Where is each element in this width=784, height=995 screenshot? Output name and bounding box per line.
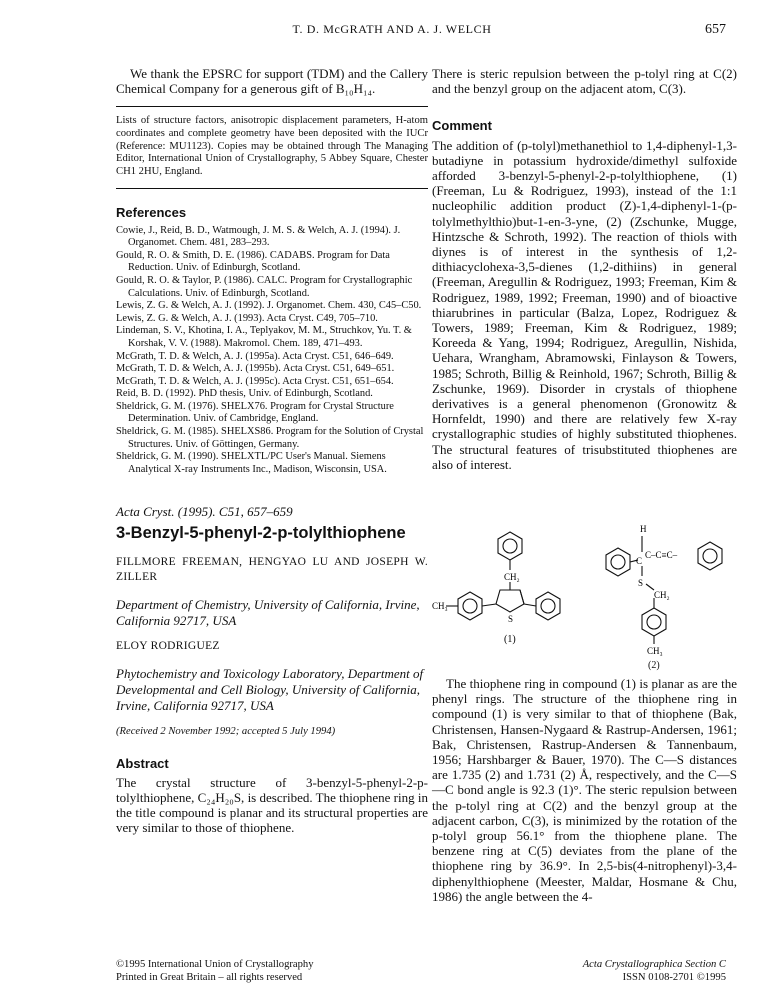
divider (116, 106, 428, 107)
compound-1-structure (446, 532, 560, 620)
reference-item: Sheldrick, G. M. (1976). SHELX76. Program for Crystal Structure Determination. Univ. of Cambridge, England. (116, 400, 394, 425)
comment-text: The addition of (p-tolyl)methanethiol to 1,4-diphenyl-1,3-butadiyne in potassium hydroxide/dimethyl sulfoxide afforded 3-benzyl-5-phenyl-2-p-tolylthiophene, (1) (Freeman, Lu & Rodriguez, 1993), instead of the 1:1 nucleophilic addition product (Z)-1,4-diphenyl-1-(p-tolylmethylthio)but-1-en-3-yne, (2) (Zschunke, Mugge, Hintzsche & Schroth, 1992). The reaction of thiols with diynes is of interest in the synthesis of 1,2-dithiacyclohexa-3,5-dienes (1,2-dithiins) in general (Freeman, Aregullin & Rodriguez, 1993; Freeman, Kim & Rodriguez, 1989, 1992; Freeman, 1990) and of bioactive thiarubrines in particular (Balza, Lopez, Rodriguez & Towers, 1989; Freeman, Kim & Rodriguez, 1989; Koreeda & Yang, 1994; Rodriguez, Aregullin, Nishida, Uehara, Wrangham, Abramowski, Finlayson & Towers, 1985; Schroth, Billig & Reinhold, 1967; Schroth, Billig & Zschunke, 1969). Disorder in crystals of thiophene derivatives is a general phenomenon (Gronowitz & Hornfeldt, 1990) and there are relatively few X-ray crystallographic studies of highly substituted thiophenes. The structural features of trisubstituted thiophenes are also of interest. (432, 137, 737, 472)
label-s-2: S (638, 578, 644, 588)
label-ch3-2: CH₃ (647, 646, 663, 656)
divider (116, 188, 428, 189)
reference-item: McGrath, T. D. & Welch, A. J. (1995b). Acta Cryst. C51, 649–651. (116, 363, 395, 375)
received-dates: (Received 2 November 1992; accepted 5 July 1994) (116, 726, 336, 738)
phenyl-ring-left (606, 548, 630, 576)
label-ch3: CH₃ (432, 601, 448, 611)
reference-item: Lewis, Z. G. & Welch, A. J. (1992). J. Organomet. Chem. 430, C45–C50. (116, 300, 422, 312)
comment-heading: Comment (432, 118, 492, 134)
benzyl-ring (498, 532, 522, 560)
affiliation-1: Department of Chemistry, University of California, Irvine, California 92717, USA (116, 597, 420, 629)
phenyl-ring-left-aromatic (611, 555, 625, 569)
reference-list (116, 225, 428, 477)
footer-left (116, 958, 314, 984)
journal-name: Acta Crystallographica Section C (582, 959, 726, 970)
running-header-authors: T. D. McGRATH AND A. J. WELCH (292, 22, 492, 36)
paper-author-2: ELOY RODRIGUEZ (116, 640, 220, 653)
printed-note: Printed in Great Britain – all rights reserved (116, 972, 303, 983)
abstract-text: The crystal structure of 3-benzyl-5-phenyl-2-p-tolylthiophene, C₂₄H₂₀S, is described. The thiophene ring in the title compound is planar and its structural properties are very similar to those of thiophene. (116, 774, 428, 836)
right-column (432, 66, 737, 472)
label-h: H (640, 524, 647, 534)
intro-text: There is steric repulsion between the p-tolyl ring at C(2) and the benzyl group on the adjacent atom, C(3). (432, 66, 737, 97)
reference-item: Gould, R. O. & Smith, D. E. (1986). CADABS. Program for Data Reduction. Univ. of Edinburgh, Scotland. (116, 249, 390, 274)
label-ch2: CH₂ (504, 572, 520, 582)
paper-citation: Acta Cryst. (1995). C51, 657–659 (116, 504, 293, 520)
label-alkyne: C–C≡C– (645, 550, 678, 560)
page-number: 657 (705, 22, 726, 37)
paper-authors: FILLMORE FREEMAN, HENGYAO LU AND JOSEPH W. ZILLER (116, 555, 428, 584)
running-header (0, 22, 784, 44)
tolyl-ring-2-aromatic (647, 615, 661, 629)
phenyl-ring (536, 592, 560, 620)
label-s: S (508, 614, 514, 624)
references-heading: References (116, 205, 187, 221)
label-ch2-2: CH₂ (654, 590, 670, 600)
tolyl-ring-2 (642, 608, 666, 636)
compound-1-label: (1) (504, 634, 516, 645)
copyright: ©1995 International Union of Crystallography (116, 959, 314, 970)
abstract-heading: Abstract (116, 755, 169, 771)
reference-item: McGrath, T. D. & Welch, A. J. (1995c). Acta Cryst. C51, 651–654. (116, 375, 394, 387)
reference-item: Lewis, Z. G. & Welch, A. J. (1993). Acta Cryst. C49, 705–710. (116, 312, 378, 324)
tolyl-ring (458, 592, 482, 620)
tolyl-ring-aromatic (463, 599, 477, 613)
reference-item: McGrath, T. D. & Welch, A. J. (1995a). Acta Cryst. C51, 646–649. (116, 350, 394, 362)
left-column (116, 66, 428, 836)
compound-2-label: (2) (648, 660, 660, 671)
thiophene-ring (496, 590, 524, 612)
discussion-text: The thiophene ring in compound (1) is planar as are the phenyl rings. The structure of the thiophene ring in compound (1) is very similar to that of thiophene (Bak, Christensen, Hansen-Nygaard & Rastrup-Andersen, 1961; Bak, Christensen, Rastrup-Andersen & Tannenbaum, 1956; Harshbarger & Bauer, 1970). The C—S distances are 1.735 (2) and 1.731 (2) Å, respectively, and the C—S—C bond angle is 92.3 (1)°. The steric repulsion between the p-tolyl ring at C(2) and the benzyl group at the adjacent carbon, C(3), is minimized by the rotation of the p-tolyl group 56.1° from the thiophene plane. The benzene ring at C(5) deviates from the plane of the thiophene ring by 36.9°. In 2,5-bis(4-nitrophenyl)-3,4-diphenylthiophene (Meester, Maldar, Hosmane & Chu, 1986) the angle between the 4- (432, 676, 737, 904)
paper-title: 3-Benzyl-5-phenyl-2-p-tolylthiophene (116, 523, 406, 542)
reference-item: Sheldrick, G. M. (1985). SHELXS86. Program for the Solution of Crystal Structures. Univ. of Göttingen, Germany. (116, 426, 424, 450)
deposition-note: Lists of structure factors, anisotropic displacement parameters, H-atom coordinates and complete geometry have been deposited with the IUCr (Reference: MU1123). Copies may be obtained through The Managing Editor, International Union of Crystallography, 5 Abbey Square, Chester CH1 2HU, England. (116, 115, 428, 177)
phenyl-ring-right (698, 542, 722, 570)
phenyl-ring-right-aromatic (703, 549, 717, 563)
label-c: C (636, 556, 643, 566)
reference-item: Sheldrick, G. M. (1990). SHELXTL/PC User's Manual. Siemens Analytical X-ray Instruments Inc., Madison, Wisconsin, USA. (116, 451, 387, 475)
reference-item: Cowie, J., Reid, B. D., Watmough, J. M. S. & Welch, A. J. (1994). J. Organomet. Chem. 481, 283–293. (116, 224, 401, 249)
reference-item: Reid, B. D. (1992). PhD thesis, Univ. of Edinburgh, Scotland. (116, 388, 373, 400)
footer-right (583, 958, 726, 984)
reference-item: Gould, R. O. & Taylor, P. (1986). CALC. Program for Crystallographic Calculations. Univ. of Edinburgh, Scotland. (116, 274, 413, 299)
discussion-column (432, 676, 737, 904)
reference-item: Lindeman, S. V., Khotina, I. A., Teplyakov, M. M., Struchkov, Yu. T. & Korshak, V. V. (1988). Makromol. Chem. 189, 471–493. (116, 325, 412, 349)
affiliation-2: Phytochemistry and Toxicology Laboratory, Department of Developmental and Cell Biology, University of California, Irvine, California 92717, USA (116, 666, 424, 714)
acknowledgement: We thank the EPSRC for support (TDM) and the Callery Chemical Company for a generous gift of B₁₀H₁₄. (116, 66, 428, 97)
phenyl-ring-aromatic (541, 599, 555, 613)
issn: ISSN 0108-2701 ©1995 (622, 972, 726, 983)
chemical-structures-figure (432, 520, 737, 660)
benzyl-ring-aromatic (503, 539, 517, 553)
